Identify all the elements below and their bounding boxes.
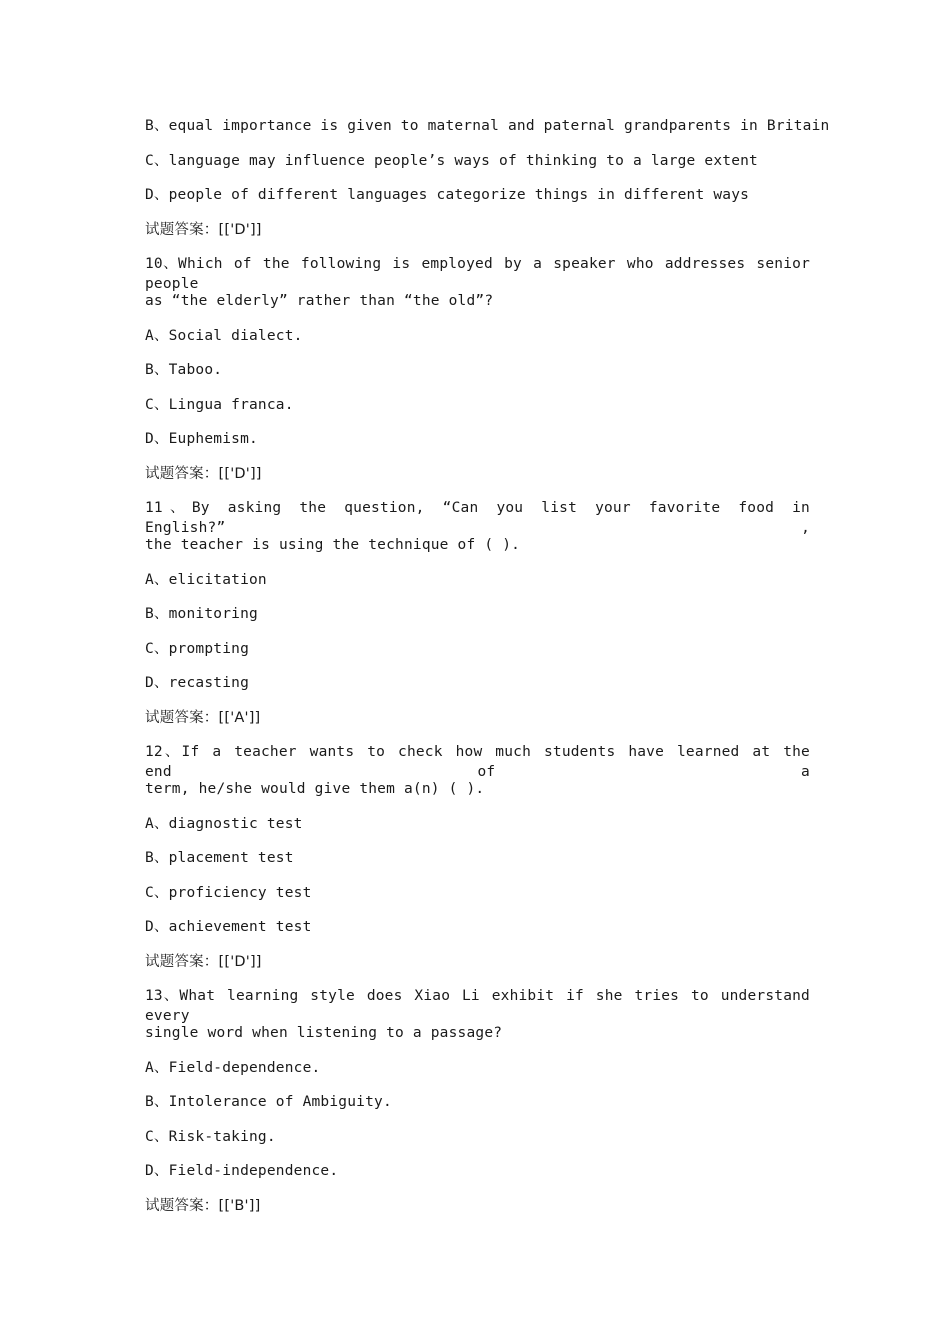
option-d: D、Field-independence. (145, 1163, 339, 1179)
option-c: C、proficiency test (145, 884, 312, 901)
question-10 (145, 254, 810, 484)
question-12 (145, 742, 810, 972)
option-b: B、monitoring (145, 606, 258, 622)
option-d: D、achievement test (145, 919, 312, 935)
page-content (145, 116, 830, 1230)
question-stem-continued: single word when listening to a passage? (145, 1025, 503, 1041)
option-b: B、Intolerance of Ambiguity. (145, 1094, 392, 1110)
question-stem: 13、What learning style does Xiao Li exhibit if she tries to understand every (145, 988, 810, 1024)
question-9-tail (145, 116, 830, 240)
option-b: B、Taboo. (145, 362, 223, 378)
option-d: D、recasting (145, 675, 249, 691)
option-d: D、people of different languages categorize things in different ways (145, 187, 750, 203)
question-13 (145, 986, 810, 1216)
option-c: C、Risk-taking. (145, 1128, 276, 1145)
option-a: A、Field-dependence. (145, 1059, 321, 1076)
option-a: A、elicitation (145, 571, 267, 588)
answer-line: 试题答案：[['D']] (145, 953, 262, 970)
question-stem-continued: as “the elderly” rather than “the old”? (145, 293, 494, 309)
answer-line: 试题答案：[['D']] (145, 465, 262, 482)
option-c: C、prompting (145, 640, 249, 657)
option-d: D、Euphemism. (145, 431, 258, 447)
option-c: C、language may influence people’s ways of thinking to a large extent (145, 152, 758, 169)
answer-line: 试题答案：[['B']] (145, 1197, 261, 1214)
option-c: C、Lingua franca. (145, 396, 294, 413)
question-11 (145, 498, 810, 728)
question-stem: 10、Which of the following is employed by a speaker who addresses senior people (145, 256, 810, 292)
question-stem-continued: term, he/she would give them a(n) ( ). (145, 781, 485, 797)
option-b: B、placement test (145, 850, 294, 866)
question-stem: 11、By asking the question, “Can you list your favorite food in English?” , (145, 500, 810, 536)
option-a: A、diagnostic test (145, 815, 303, 832)
option-b: B、equal importance is given to maternal and paternal grandparents in Britain (145, 118, 830, 134)
answer-line: 试题答案：[['A']] (145, 709, 261, 726)
question-stem-continued: the teacher is using the technique of ( ). (145, 537, 521, 553)
option-a: A、Social dialect. (145, 327, 303, 344)
question-stem: 12、If a teacher wants to check how much students have learned at the end of a (145, 744, 810, 780)
answer-line: 试题答案：[['D']] (145, 221, 262, 238)
